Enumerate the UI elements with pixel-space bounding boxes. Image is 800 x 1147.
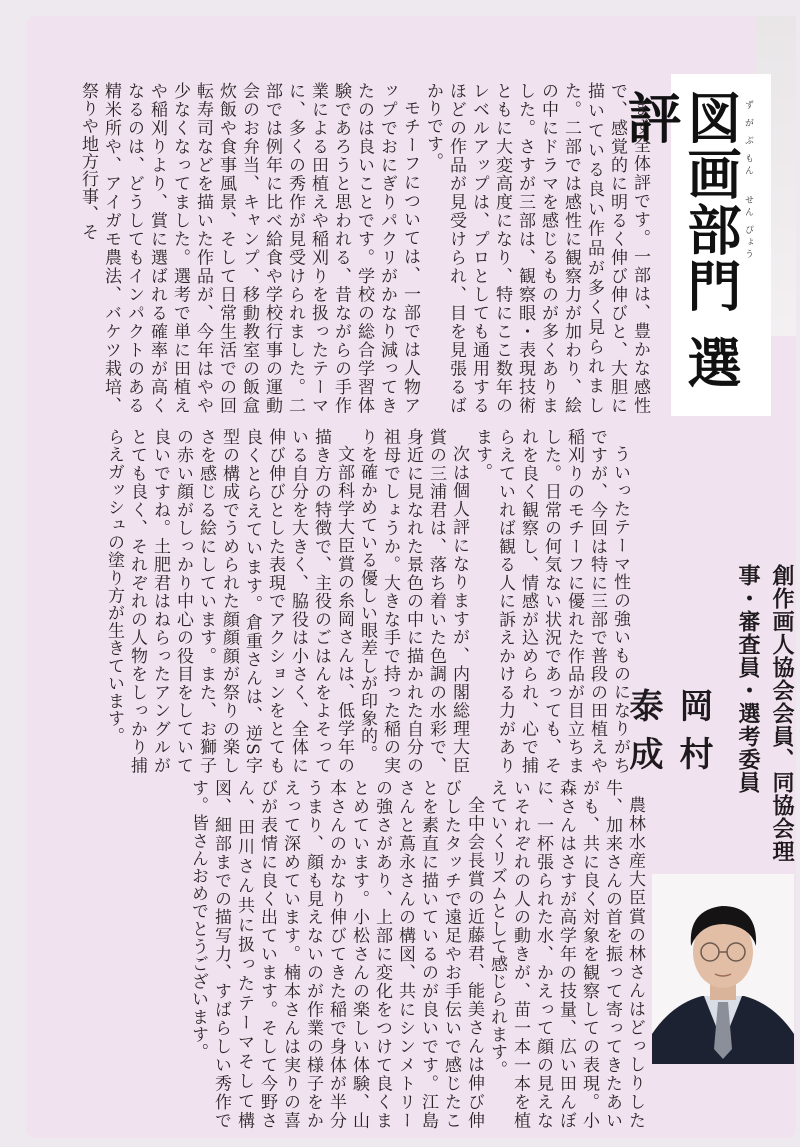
article-block-1 <box>78 82 651 414</box>
article-paragraph: 文部科学大臣賞の糸岡さんは、低学年の描き方の特徴で、主役のごはんをよそっている自分を大きく、脇役は小さく、全体に伸び伸びとした表現でアクションをとても良くとらえています。倉重さんは、逆S字型の構成でうめられた顔顔顔が祭りの楽しさを感じる絵にしています。また、お獅子の赤い顔がしっかり中心の役目をしていて良いですね。土肥君はねらったアングルがとても良く、それぞれの人物をしっかり捕らえガッシュの塗り方が生きています。 <box>104 428 354 774</box>
article-paragraph: 次は個人評になりますが、内閣総理大臣賞の三浦君は、落ち着いた色調の水彩で、身近に見なれた景色の中に描かれた自分の祖母でしょうか。大きな手で持った稲の実りを確かめている優しい眼差しが印象的。 <box>357 428 469 774</box>
author-portrait <box>652 874 794 1064</box>
author-role: 創作画人協会会員、同協会理事・審査員・選考委員 <box>735 564 794 863</box>
article-paragraph: まず全体評です。一部は、豊かな感性で、感覚的に明るく伸び伸びと、大胆に描いている良い作品が多く見られました。二部では感性に観察力が加わり、絵の中にドラマを感じるものが多くありました。さすが三部は、観察眼・表現技術ともに大変高度になり、特にここ数年のレベルアップは、プロとしても通用するほどの作品が見受けられ、目を見張るばかりです。 <box>423 82 650 414</box>
author-name: 岡村 泰成 <box>623 688 713 784</box>
title-ruby: ず が ぶ もん せん ぴょう <box>743 100 753 262</box>
article-paragraph: 農林水産大臣賞の林さんはどっしりした牛、加来さんの首を振って寄ってきたあいがも、共に良く対象を観察しての表現。小森さんはさすが高学年の技量、広い田んぼに、一杯張られた水、かえって顔の見えないそれぞれの人の動きが、苗一本一本を植えていくリズムとして感じられます。 <box>487 779 645 1129</box>
article-paragraph: モチーフについては、一部では人物アップでおにぎりパクリがかなり減ってきたのは良いことです。学校の総合学習体験であろうと思われる、昔ながらの手作業による田植えや稲刈りを扱ったテーマに、多くの秀作が見受けられました。二部では例年に比べ給食や学校行事の運動会のお弁当、キャンプ、移動教室の飯盒炊飯や食事風景、そして日常生活での回転寿司などを描いた作品が、今年はやや少なくなってました。選考で単に田植えや稲刈りより、賞に選ばれる確率が高くなるのは、どうしてもインパクトのある精米所や、アイガモ農法、バケツ栽培、祭りや地方行事、そ <box>78 82 420 414</box>
article-paragraph: ういったテーマ性の強いものになりがちですが、今回は特に三部で普段の田植えや稲刈りのモチーフに優れた作品が目立ちました。日常の何気ない状況であっても、それを良く観察し、情感が込められ、心で捕らえていれば観る人に訴えかける力があります。 <box>472 428 630 774</box>
article-block-2 <box>101 428 631 774</box>
article-paragraph: 全中会長賞の近藤君、能美さんは伸び伸びしたタッチで遠足やお手伝いで感じたことを素直に描いているのが良いです。江島さんと蔦永さんの構図、共にシンメトリーの強さがあり、上部に変化をつけて良くまとめています。小松さんの楽しい体験、山本さんのかなり伸びてきた稲で身体が半分うまり、顔も見えないのが作業の様子をかえって深めています。楠本さんは実りの喜びが表情に良く出ています。そして今野さん、田川さん共に扱ったテーマそして構図、細部までの描写力、すばらしい秀作です。皆さんおめでとうございます。 <box>188 779 484 1129</box>
page-title: 図画部門 選評 <box>619 90 742 391</box>
article-block-3 <box>86 779 646 1129</box>
portrait-illustration <box>652 874 794 1064</box>
magazine-page <box>26 16 796 1138</box>
